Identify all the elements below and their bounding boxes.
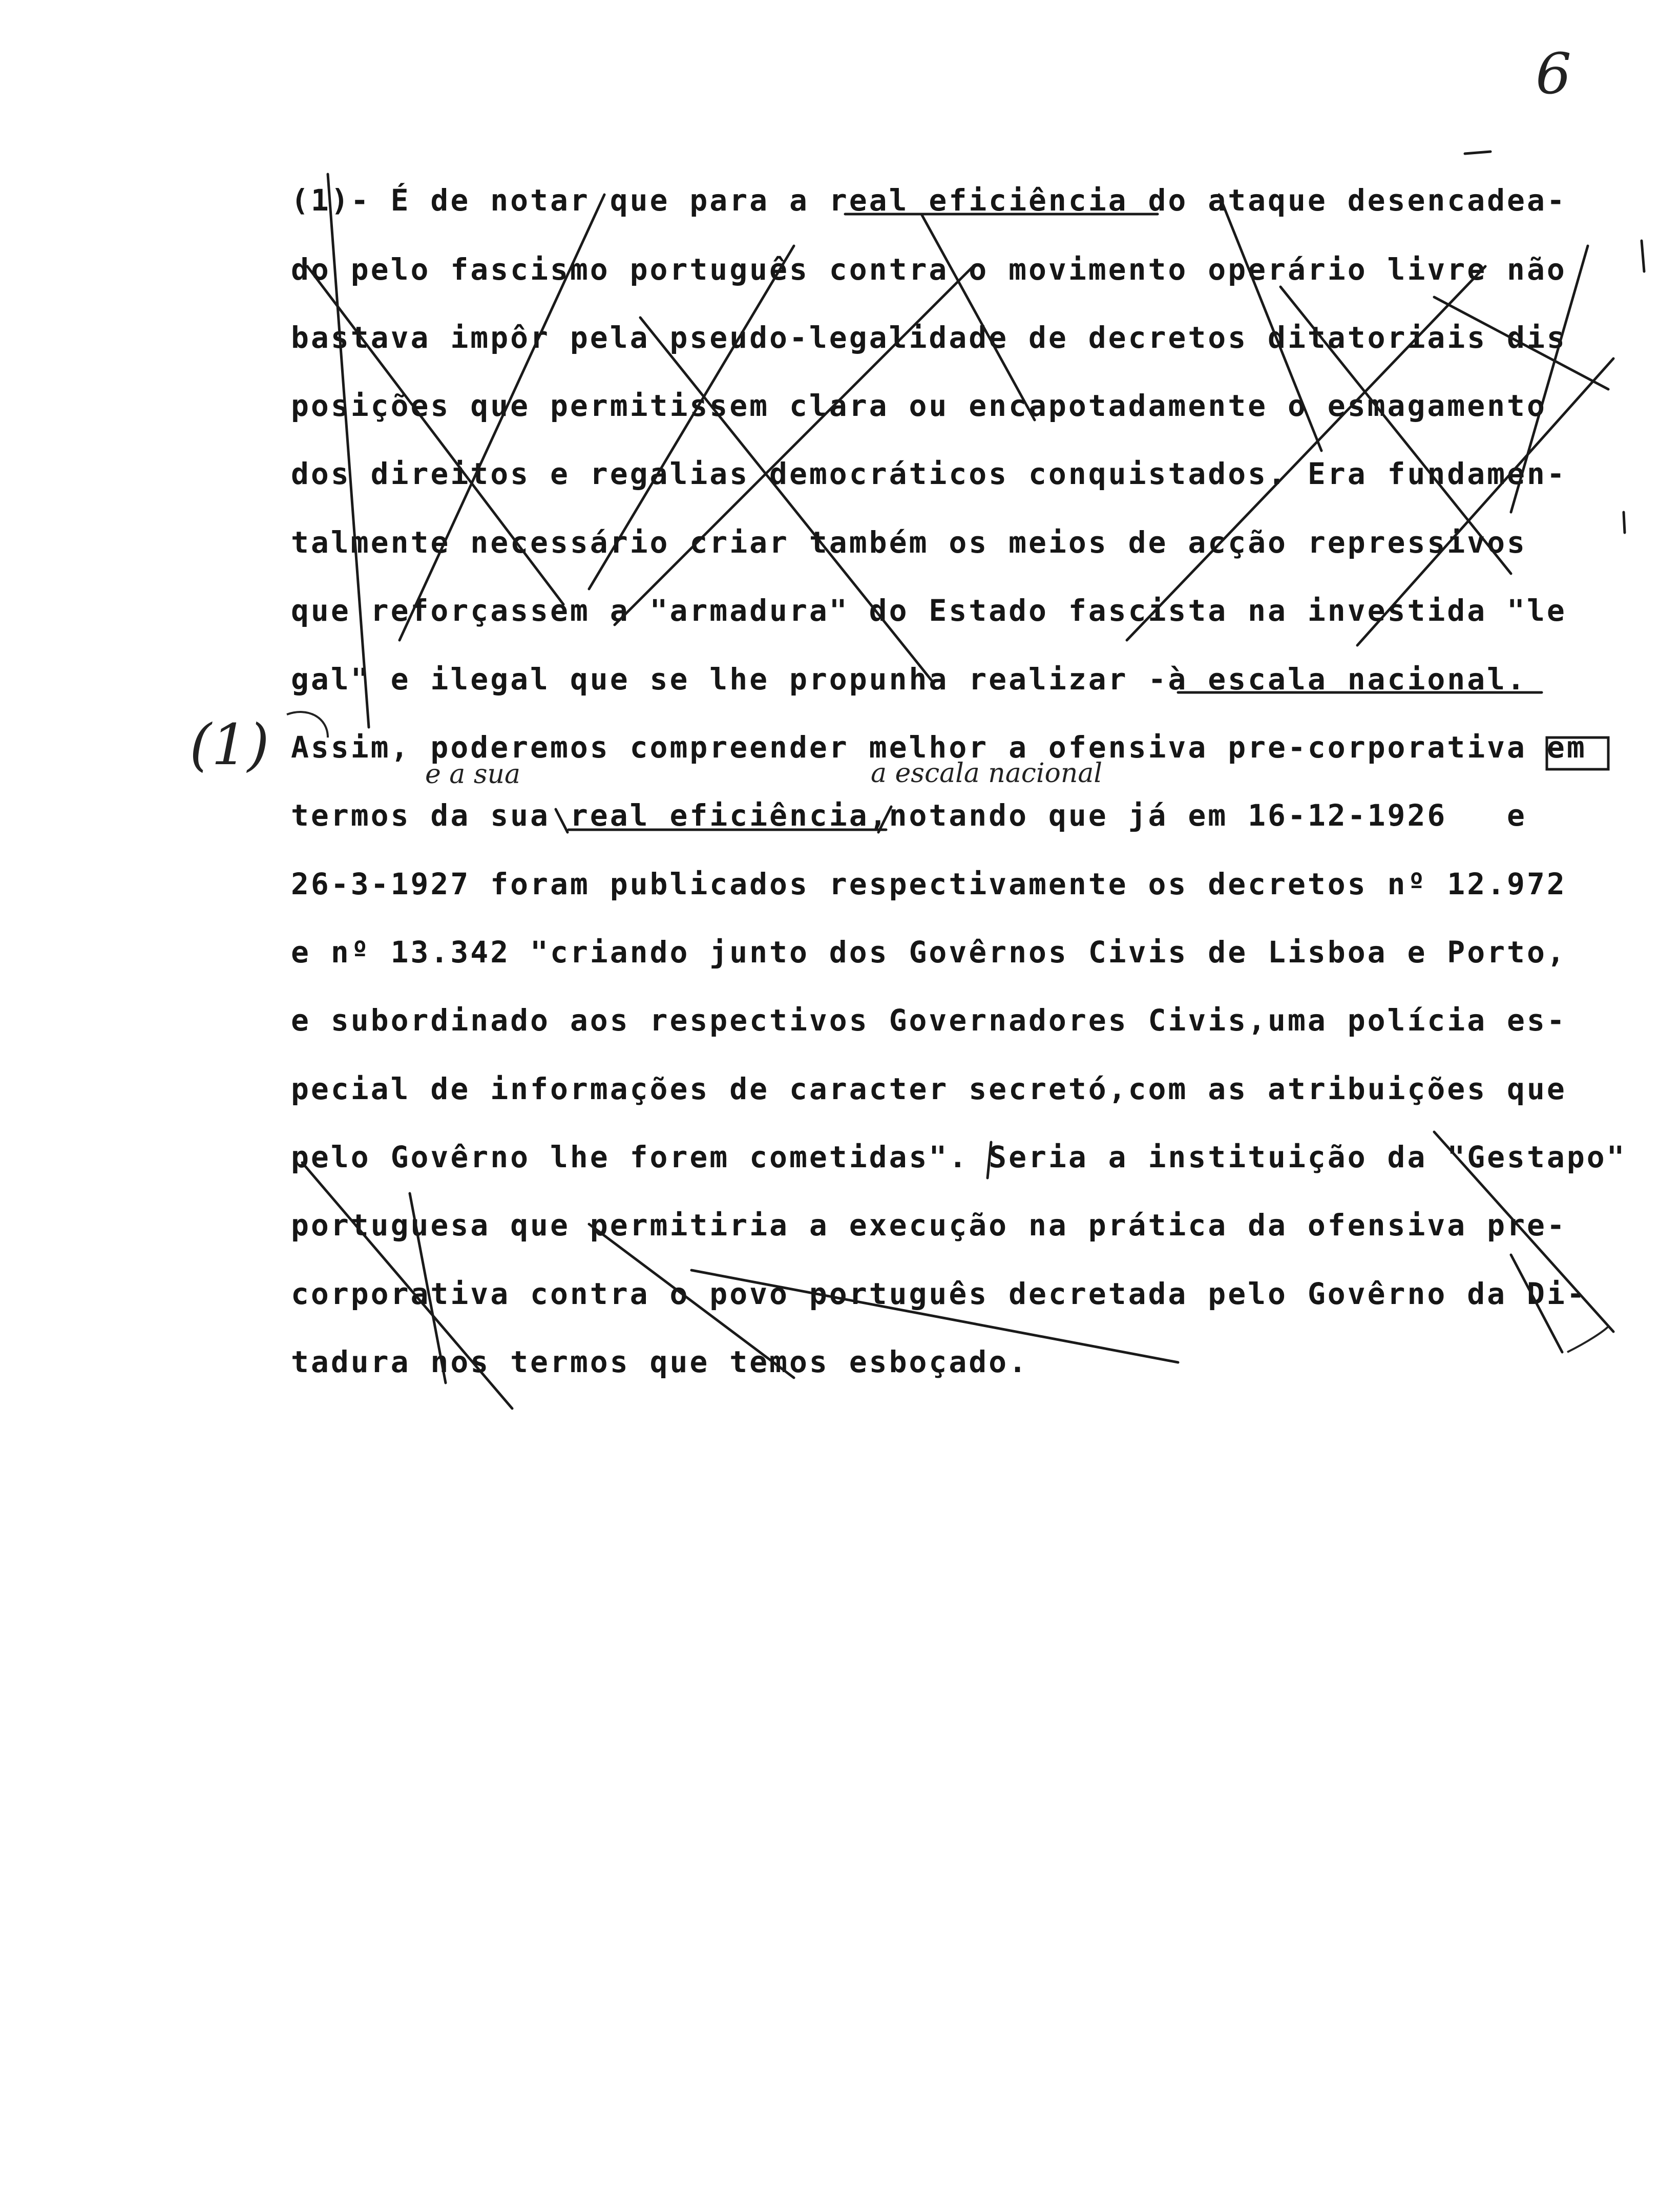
body-line: e nº 13.342 "criando junto dos Govêrnos Civis de Lisboa e Porto,	[291, 935, 1567, 970]
pen-mark	[1567, 1327, 1608, 1352]
body-line: posições que permitissem clara ou encapotadamente o esmagamento	[291, 388, 1547, 423]
body-line: bastava impôr pela pseudo-legalidade de decretos ditatoriais dis	[291, 320, 1567, 355]
body-line: Assim, poderemos compreender melhor a ofensiva pre-corporativa em	[291, 730, 1587, 765]
body-line: talmente necessário criar também os meios de acção repressivos	[291, 525, 1527, 560]
body-line: portuguesa que permitiria a execução na prática da ofensiva pre-	[291, 1208, 1567, 1243]
handwritten-insertion: a escala nacional	[871, 758, 1102, 789]
body-line: tadura nos termos que temos esboçado.	[291, 1344, 1029, 1379]
page-number: 6	[1536, 41, 1571, 107]
handwritten-insertion: e a sua	[425, 759, 521, 790]
pen-mark	[1465, 152, 1490, 154]
body-line: corporativa contra o povo português decretada pelo Govêrno da Di-	[291, 1276, 1587, 1311]
body-line: pecial de informações de caracter secretó,com as atribuições que	[291, 1071, 1567, 1106]
body-line: (1)- É de notar que para a real eficiência do ataque desencadea-	[291, 183, 1567, 218]
body-line: dos direitos e regalias democráticos conquistados. Era fundamen-	[291, 456, 1567, 491]
body-line: termos da sua real eficiência,notando que já em 16-12-1926 e	[291, 798, 1527, 833]
handwritten-margin-mark: (1)	[190, 712, 269, 777]
pen-mark	[1642, 241, 1644, 271]
body-line: e subordinado aos respectivos Governadores Civis,uma polícia es-	[291, 1003, 1567, 1038]
body-line: do pelo fascismo português contra o movimento operário livre não	[291, 252, 1567, 287]
body-line: 26-3-1927 foram publicados respectivamente os decretos nº 12.972	[291, 867, 1567, 901]
body-line: gal" e ilegal que se lhe propunha realizar -à escala nacional.	[291, 662, 1527, 697]
body-line: pelo Govêrno lhe forem cometidas". Seria a instituição da "Gestapo"	[291, 1140, 1627, 1174]
pen-mark	[1624, 512, 1625, 533]
body-line: que reforçassem a "armadura" do Estado fascista na investida "le	[291, 593, 1567, 628]
